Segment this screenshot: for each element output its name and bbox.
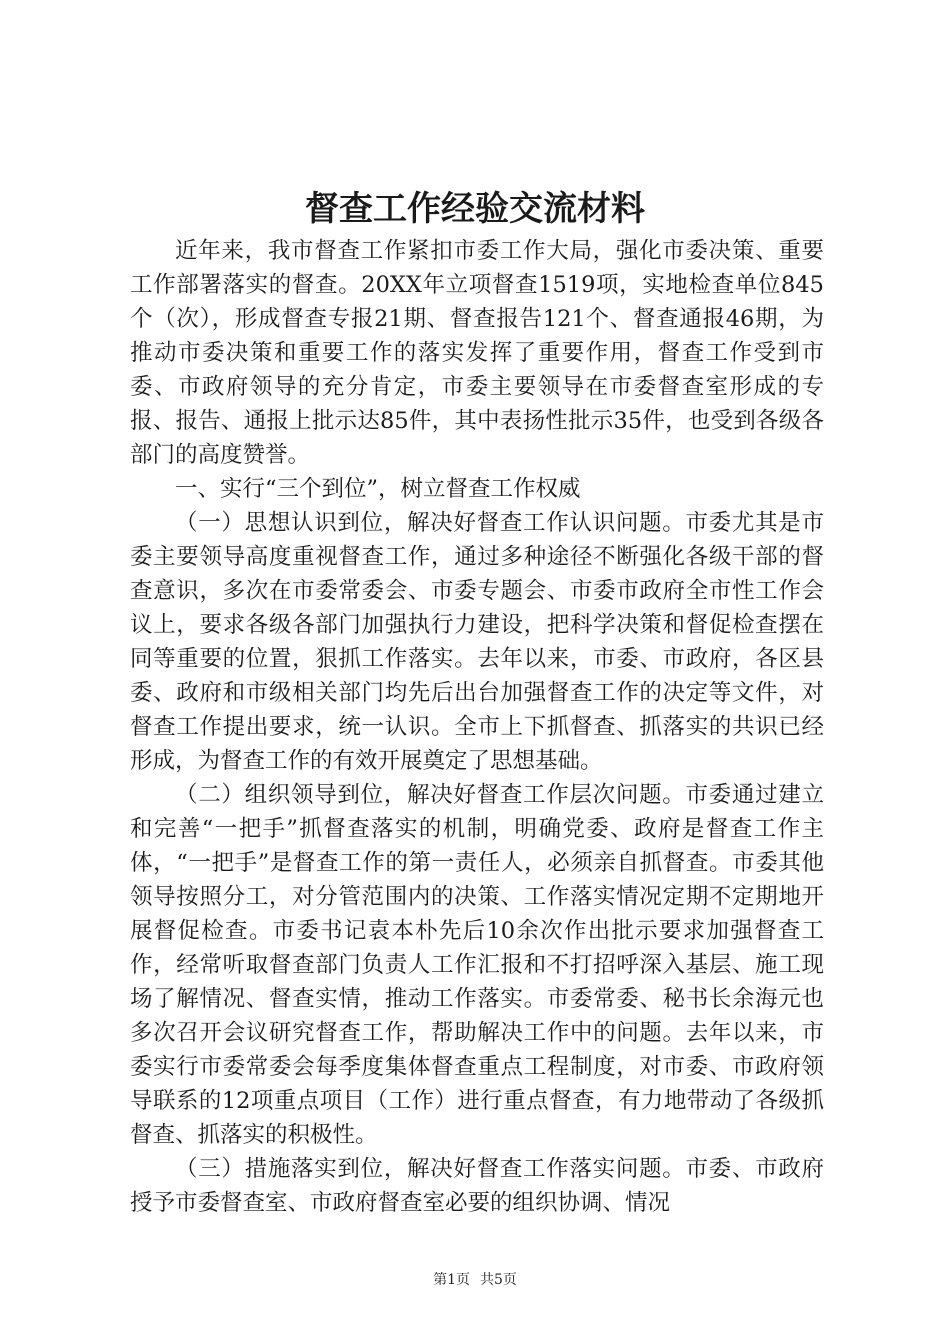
page-number: 第1页: [433, 1272, 470, 1288]
paragraph-item-2: （二）组织领导到位，解决好督查工作层次问题。市委通过建立和完善“一把手”抓督查落实的机制，明确党委、政府是督查工作主体，“一把手”是督查工作的第一责任人，必须亲自抓督查。市委其他领导按照分工，对分管范围内的决策、工作落实情况定期不定期地开展督促检查。市委书记袁本朴先后10余次作出批示要求加强督查工作，经常听取督查部门负责人工作汇报和不打招呼深入基层、施工现场了解情况、督查实情，推动工作落实。市委常委、秘书长余海元也多次召开会议研究督查工作，帮助解决工作中的问题。去年以来，市委实行市委常委会每季度集体督查重点工程制度，对市委、市政府领导联系的12项重点项目（工作）进行重点督查，有力地带动了各级抓督查、抓落实的积极性。: [130, 782, 824, 1148]
paragraph-intro: 近年来，我市督查工作紧扣市委工作大局，强化市委决策、重要工作部署落实的督查。20XX年立项督查1519项，实地检查单位845个（次），形成督查专报21期、督查报告121个、督查通报46期，为推动市委决策和重要工作的落实发挥了重要作用，督查工作受到市委、市政府领导的充分肯定，市委主要领导在市委督查室形成的专报、报告、通报上批示达85件，其中表扬性批示35件，也受到各级各部门的高度赞誉。: [130, 238, 824, 468]
section-heading-1: 一、实行“三个到位”，树立督查工作权威: [175, 476, 581, 502]
page-total: 共5页: [480, 1272, 517, 1288]
paragraph-item-3: （三）措施落实到位，解决好督查工作落实问题。市委、市政府授予市委督查室、市政府督查室必要的组织协调、情况: [130, 1156, 824, 1216]
document-title: 督查工作经验交流材料: [305, 189, 645, 229]
page-footer: [0, 1270, 950, 1290]
document-body: [130, 234, 824, 1220]
paragraph-item-1: （一）思想认识到位，解决好督查工作认识问题。市委尤其是市委主要领导高度重视督查工作，通过多种途径不断强化各级干部的督查意识，多次在市委常委会、市委专题会、市委市政府全市性工作会议上，要求各级各部门加强执行力建设，把科学决策和督促检查摆在同等重要的位置，狠抓工作落实。去年以来，市委、市政府，各区县委、政府和市级相关部门均先后出台加强督查工作的决定等文件，对督查工作提出要求，统一认识。全市上下抓督查、抓落实的共识已经形成，为督查工作的有效开展奠定了思想基础。: [130, 510, 824, 774]
